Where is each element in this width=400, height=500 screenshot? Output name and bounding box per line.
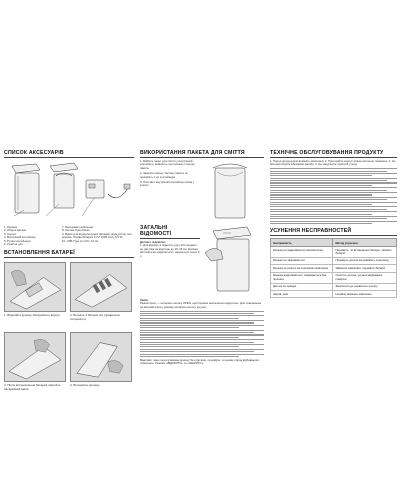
notes-title: Увага: xyxy=(140,298,149,302)
table-row xyxy=(271,246,397,257)
table-header: Метод усунення xyxy=(333,239,397,247)
part-item: 6. Розетка для ...... xyxy=(4,242,29,247)
bag-step: 1. Вийміть пакет для сміття у внутрішній контейнер, виверніть протилежну сторону пакета. xyxy=(140,159,195,170)
bag-step: 2. Закріпіть вільну частину пакета та прикріпіть її до контейнера. xyxy=(140,171,188,179)
general-title: ЗАГАЛЬНІ ВІДОМОСТІ xyxy=(140,225,200,239)
part-item: 4. Внутрішній контейнер xyxy=(4,235,36,240)
problem-cell: Кришка відкривається і закривається без причини xyxy=(271,272,333,283)
maintenance-title: ТЕХНІЧНЕ ОБСЛУГОВУВАННЯ ПРОДУКТУ xyxy=(270,150,397,158)
note-bottom: Важливо: якщо сенсор вмикає кришку без причини, перевірте, чи немає поряд відбиваючих поверхонь. Режими «ВІДКРИТО» та «ЗАКРИТО». xyxy=(140,358,260,366)
table-row xyxy=(271,283,397,290)
part-item: 10. USB Type A to DC. 10 см xyxy=(62,238,99,243)
problem-cell: Кришка не реагує на перемикач живлення xyxy=(271,265,333,272)
battery-step-3: 3. Після встановлення батарей закрийте батарейний відсік xyxy=(4,383,61,391)
part-item: 8. Кнопка Open/Close xyxy=(62,228,90,233)
battery-photo-1 xyxy=(4,262,66,312)
battery-photo-3 xyxy=(4,332,66,382)
solution-cell: Зверніться до сервісного центру xyxy=(333,283,397,290)
problem-cell: Кришка не закривається xyxy=(271,257,333,264)
troubleshoot-title: УСУНЕННЯ НЕСПРАВНОСТЕЙ xyxy=(270,228,397,236)
problem-cell: Кришка не відкривається автоматично xyxy=(271,246,333,257)
bag-title: ВИКОРИСТАННЯ ПАКЕТА ДЛЯ СМІТТЯ xyxy=(140,150,264,158)
part-item: 2. Обідок кришки xyxy=(4,228,27,233)
battery-photo-4 xyxy=(70,332,132,382)
general-text: 1. Для відкриття піднесіть руку або предмет до датчика на відстань до 10–15 см. Кришка автоматично відкриється і закриється через 5 с. xyxy=(140,243,200,258)
solution-cell: Очистіть датчик, усуньте відбиваючі поверхні xyxy=(333,272,397,283)
solution-cell: Перевірте датчик на наявність перешкод xyxy=(333,257,397,264)
column-accessories xyxy=(4,150,134,260)
maintenance-text: 1. Перед процедурою вимкніть живлення. 2. Протирайте корпус м'якою вологою тканиною. 3. Не використовуйте абразивні засоби. 4. Не занурюйте пристрій у воду. xyxy=(270,159,396,167)
general-subtitle: Датчик і підсвітки: xyxy=(140,240,166,244)
hand-sensor-illustration xyxy=(203,225,261,295)
bag-step: 3. Поставте внутрішній контейнер назад у корпус. xyxy=(140,180,195,188)
battery-title: ВСТАНОВЛЕННЯ БАТАРЕЇ xyxy=(4,250,134,258)
solution-cell: Увімкніть живлення, перевірте батареї xyxy=(333,265,397,272)
troubleshoot-table xyxy=(270,238,397,298)
solution-cell: Перевірте, чи встановлені батареї, замініть батареї xyxy=(333,246,397,257)
part-item: 9. Відсік для акумуляторних батарей, акумулятор для кришки. Літієва батарея 3,7V, 1500 mAh, 5,5 W. xyxy=(62,231,132,240)
part-item: 7. Перемикач живлення xyxy=(62,225,93,229)
part-item: 5. Ручка контейнера xyxy=(4,238,31,243)
problem-cell: Датчик не працює xyxy=(271,283,333,290)
table-header: Несправність xyxy=(271,239,333,247)
accessories-title: СПИСОК АКСЕСУАРІВ xyxy=(4,150,134,158)
battery-step-2: 2. Вставте 4 батареї АА (правильна полярність) xyxy=(70,313,120,321)
bin-with-bag-illustration xyxy=(203,160,261,222)
table-row xyxy=(271,265,397,272)
parts-list-right xyxy=(62,226,134,246)
table-row xyxy=(271,272,397,283)
solution-cell: Негайно вимкніть живлення xyxy=(333,290,397,297)
parts-list-left xyxy=(4,226,58,246)
column-usage xyxy=(140,150,264,366)
mode-text: Режим Open — натисніть кнопку OPEN, щоб кришка залишалася відкритою. Для повернення до автоматичного режиму натисніть кнопку ще раз. xyxy=(140,301,262,309)
problem-cell: Нагрів, дим xyxy=(271,290,333,297)
battery-step-1: 1. Відкрийте кришку батарейного відсіку xyxy=(4,313,60,317)
part-item: 1. Кришка xyxy=(4,225,17,229)
battery-step-4: 4. Встановіть кришку... xyxy=(70,383,102,387)
column-maintenance xyxy=(270,150,397,298)
battery-photo-2 xyxy=(70,262,132,312)
bin-exploded-illustration xyxy=(4,160,134,222)
table-row xyxy=(271,257,397,264)
part-item: 3. Корпус xyxy=(4,231,17,236)
table-row xyxy=(271,290,397,297)
